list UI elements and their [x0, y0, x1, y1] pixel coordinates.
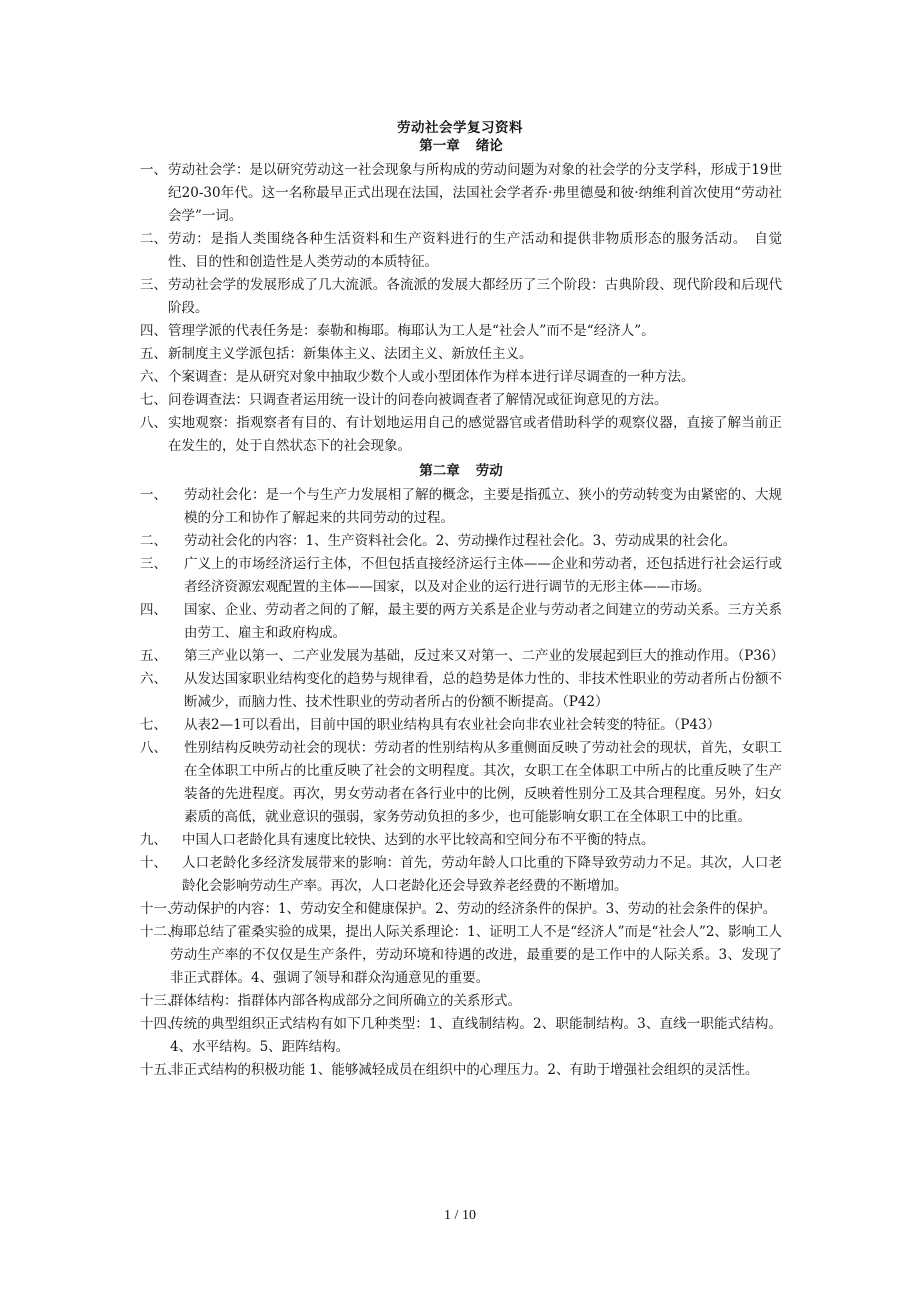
page-separator: /: [454, 1208, 459, 1223]
item-text: 实地观察：指观察者有目的、有计划地运用自己的感觉器官或者借助科学的观察仪器，直接了解当前正在发生的，处于自然状态下的社会现象。: [168, 415, 782, 454]
document-title: 劳动社会学复习资料: [397, 120, 523, 136]
chapter-heading: [140, 458, 782, 484]
item-number: 五、: [140, 346, 167, 362]
item-text: 劳动社会化的内容：1、生产资料社会化。2、劳动操作过程社会化。3、劳动成果的社会化。: [184, 533, 737, 549]
page-current: 1: [444, 1208, 452, 1223]
item-text: 劳动社会学的发展形成了几大流派。各流派的发展大都经历了三个阶段：古典阶段、现代阶段和后现代阶段。: [168, 277, 782, 316]
item-number: 七、: [140, 392, 167, 408]
list-item: [140, 159, 782, 228]
item-text: 国家、企业、劳动者之间的了解，最主要的两方关系是企业与劳动者之间建立的劳动关系。三方关系由劳工、雇主和政府构成。: [184, 602, 782, 641]
list-item: [140, 714, 782, 737]
list-item: [140, 343, 782, 366]
item-number: 三、: [140, 556, 167, 572]
list-item: [140, 668, 782, 714]
item-text: 劳动：是指人类围绕各种生活资料和生产资料进行的生产活动和提供非物质形态的服务活动。 自觉性、目的性和创造性是人类劳动的本质特征。: [168, 231, 782, 270]
chapter-name: 劳动: [475, 463, 503, 479]
item-number: 二、: [140, 231, 167, 247]
item-number: 十四、: [140, 1016, 181, 1032]
list-item: [140, 921, 782, 990]
list-item: [140, 484, 782, 530]
list-item: [140, 553, 782, 599]
chapter-name: 绪论: [475, 138, 503, 154]
page-total: 10: [461, 1208, 476, 1223]
item-text: 性别结构反映劳动社会的现状：劳动者的性别结构从多重侧面反映了劳动社会的现状，首先，女职工在全体职工中所占的比重反映了社会的文明程度。其次，女职工在全体职工中所占的比重反映了生产装备的先进程度。再次，男女劳动者在各行业中的比例，反映着性别分工及其合理程度。另外，妇女素质的高低，就业意识的强弱，家务劳动负担的多少，也可能影响女职工在全体职工中的比重。: [184, 740, 782, 825]
item-number: 六、: [140, 369, 167, 385]
item-number: 一、: [140, 162, 167, 178]
item-number: 三、: [140, 277, 167, 293]
item-number: 二、: [140, 533, 167, 549]
list-item: [140, 1059, 782, 1082]
item-text: 劳动社会学：是以研究劳动这一社会现象与所构成的劳动问题为对象的社会学的分支学科，形成于19世纪20-30年代。这一名称最早正式出现在法国，法国社会学者乔·弗里德曼和彼·纳维利首次使用“劳动社会学”一词。: [168, 162, 782, 224]
chapter-number: 第二章: [419, 463, 460, 479]
chapter-number: 第一章: [419, 138, 460, 154]
item-text: 非正式结构的积极功能 1、能够减轻成员在组织中的心理压力。2、有助于增强社会组织的灵活性。: [170, 1062, 759, 1078]
document-body: [140, 134, 785, 1082]
list-item: [140, 645, 785, 668]
list-item: [140, 1013, 782, 1059]
item-text: 劳动社会化：是一个与生产力发展相了解的概念，主要是指孤立、狭小的劳动转变为由紧密的、大规模的分工和协作了解起来的共同劳动的过程。: [184, 487, 782, 526]
item-text: 管理学派的代表任务是：泰勒和梅耶。梅耶认为工人是“社会人”而不是“经济人”。: [168, 323, 655, 339]
item-number: 九、: [140, 832, 167, 848]
item-text: 从表2—1可以看出，目前中国的职业结构具有农业社会向非农业社会转变的特征。（P43）: [184, 717, 721, 733]
page-indicator: [0, 1208, 920, 1224]
item-number: 十一、: [140, 901, 181, 917]
item-text: 问卷调查法：只调查者运用统一设计的问卷向被调查者了解情况或征询意见的方法。: [168, 392, 668, 408]
item-number: 七、: [140, 717, 167, 733]
list-item: [140, 599, 782, 645]
item-text: 第三产业以第一、二产业发展为基础，反过来又对第一、二产业的发展起到巨大的推动作用。（P36）: [184, 648, 785, 664]
item-number: 八、: [140, 740, 167, 756]
chapter-heading: [140, 134, 782, 159]
item-number: 四、: [140, 323, 167, 339]
item-text: 传统的典型组织正式结构有如下几种类型：1、直线制结构。2、职能制结构。3、直线一职能式结构。4、水平结构。5、距阵结构。: [170, 1016, 782, 1055]
list-item: [140, 530, 782, 553]
item-text: 从发达国家职业结构变化的趋势与规律看，总的趋势是体力性的、非技术性职业的劳动者所占份额不断减少，而脑力性、技术性职业的劳动者所占的份额不断提高。（P42）: [184, 671, 782, 710]
item-number: 一、: [140, 487, 167, 503]
item-number: 十、: [140, 855, 167, 871]
item-number: 十三、: [140, 993, 181, 1009]
item-number: 十五、: [140, 1062, 181, 1078]
list-item: [140, 320, 782, 343]
item-text: 人口老龄化多经济发展带来的影响：首先，劳动年龄人口比重的下降导致劳动力不足。其次，人口老龄化会影响劳动生产率。再次，人口老龄化还会导致养老经费的不断增加。: [182, 855, 782, 894]
list-item: [140, 412, 782, 458]
list-item: [140, 898, 782, 921]
item-text: 广义上的市场经济运行主体，不但包括直接经济运行主体——企业和劳动者，还包括进行社会运行或者经济资源宏观配置的主体——国家，以及对企业的运行进行调节的无形主体——市场。: [184, 556, 782, 595]
list-item: [140, 829, 782, 852]
list-item: [140, 389, 782, 412]
item-number: 五、: [140, 648, 167, 664]
item-text: 中国人口老龄化具有速度比较快、达到的水平比较高和空间分布不平衡的特点。: [182, 832, 655, 848]
item-number: 十二、: [140, 924, 181, 940]
item-number: 四、: [140, 602, 167, 618]
item-number: 六、: [140, 671, 167, 687]
list-item: [140, 990, 782, 1013]
list-item: [140, 366, 782, 389]
list-item: [140, 228, 782, 274]
item-text: 劳动保护的内容：1、劳动安全和健康保护。2、劳动的经济条件的保护。3、劳动的社会条件的保护。: [170, 901, 777, 917]
item-text: 新制度主义学派包括：新集体主义、法团主义、新放任主义。: [168, 346, 533, 362]
item-number: 八、: [140, 415, 167, 431]
list-item: [140, 852, 782, 898]
list-item: [140, 737, 782, 829]
item-text: 梅耶总结了霍桑实验的成果，提出人际关系理论：1、证明工人不是“经济人”而是“社会人”2、影响工人劳动生产率的不仅仅是生产条件，劳动环境和待遇的改进，最重要的是工作中的人际关系。3、发现了非正式群体。4、强调了领导和群众沟通意见的重要。: [170, 924, 782, 986]
item-text: 个案调查：是从研究对象中抽取少数个人或小型团体作为样本进行详尽调查的一种方法。: [168, 369, 695, 385]
list-item: [140, 274, 782, 320]
item-text: 群体结构：指群体内部各构成部分之间所确立的关系形式。: [170, 993, 521, 1009]
